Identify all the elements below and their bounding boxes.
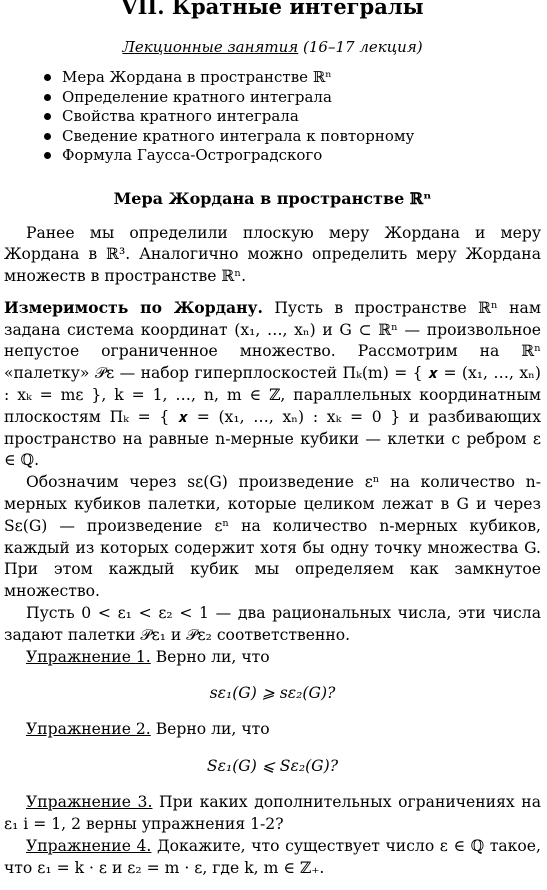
- measurability-text: Пусть в пространстве ℝⁿ нам задана система координат (x₁, …, xₙ) и G ⊂ ℝⁿ — произвольное непустое ограниченное множество. Рассмотрим на ℝⁿ «палетку» 𝒫ε — набор гиперплоскостей Πₖ(m) = { 𝒙 = (x₁, …, xₙ) : xₖ = mε }, k = 1, …, n, m ∈ ℤ, параллельных координатным плоскостям Πₖ = { 𝒙 = (x₁, …, xₙ) : xₖ = 0 } и разбивающих пространство на равные n-мерные кубики — клетки с ребром ε ∈ ℚ.: [4, 298, 541, 470]
- exercise-4: [4, 836, 541, 880]
- topic-item: Свойства кратного интеграла: [44, 107, 541, 127]
- exercise-3: [4, 792, 541, 836]
- intro-paragraph: Ранее мы определили плоскую меру Жордана и меру Жордана в ℝ³. Аналогично можно определить меру Жордана множеств в пространстве ℝⁿ.: [4, 223, 541, 286]
- exercise-1-text: Верно ли, что: [150, 647, 270, 666]
- exercise-4-text: Докажите, что существует число ε ∈ ℚ такое, что ε₁ = k · ε и ε₂ = m · ε, где k, m ∈ ℤ₊.: [4, 836, 541, 877]
- exercise-3-text: При каких дополнительных ограничениях на ε₁ i = 1, 2 верны упражнения 1-2?: [4, 793, 541, 834]
- lecture-label: [4, 38, 541, 56]
- lecture-type: Лекционные занятия: [122, 38, 299, 56]
- exercise-2-label: Упражнение 2.: [26, 720, 151, 739]
- lecture-range: (16–17 лекция): [303, 38, 423, 56]
- exercise-3-label: Упражнение 3.: [26, 793, 153, 812]
- topic-item: Определение кратного интеграла: [44, 88, 541, 108]
- exercise-2: [4, 719, 541, 741]
- topic-item: Сведение кратного интеграла к повторному: [44, 127, 541, 147]
- chapter-title: VII. Кратные интегралы: [121, 0, 424, 19]
- rationals-paragraph: Пусть 0 < ε₁ < ε₂ < 1 — два рациональных числа, эти числа задают палетки 𝒫ε₁ и 𝒫ε₂ соответственно.: [4, 604, 541, 644]
- topic-item: Мера Жордана в пространстве ℝⁿ: [44, 68, 541, 88]
- exercise-1: [4, 647, 541, 669]
- measurability-heading: Измеримость по Жордану.: [4, 297, 263, 317]
- section-title: Мера Жордана в пространстве ℝⁿ: [113, 188, 432, 208]
- topic-list: [4, 68, 541, 166]
- measurability-paragraph: [4, 297, 541, 472]
- exercise-2-formula: Sε₁(G) ⩽ Sε₂(G)?: [206, 757, 339, 776]
- exercise-4-label: Упражнение 4.: [26, 836, 152, 855]
- topic-item: Формула Гаусса-Остроградского: [44, 146, 541, 166]
- exercise-1-label: Упражнение 1.: [26, 647, 151, 666]
- denote-paragraph: Обозначим через sε(G) произведение εⁿ на количество n-мерных кубиков палетки, которые целиком лежат в G и через Sε(G) — произведение εⁿ на количество n-мерных кубиков, каждый из которых содержит хотя бы одну точку множества G. При этом каждый кубик мы определяем как замкнутое множество.: [4, 473, 541, 601]
- exercise-2-text: Верно ли, что: [150, 720, 270, 739]
- exercise-1-formula: sε₁(G) ⩾ sε₂(G)?: [209, 684, 336, 703]
